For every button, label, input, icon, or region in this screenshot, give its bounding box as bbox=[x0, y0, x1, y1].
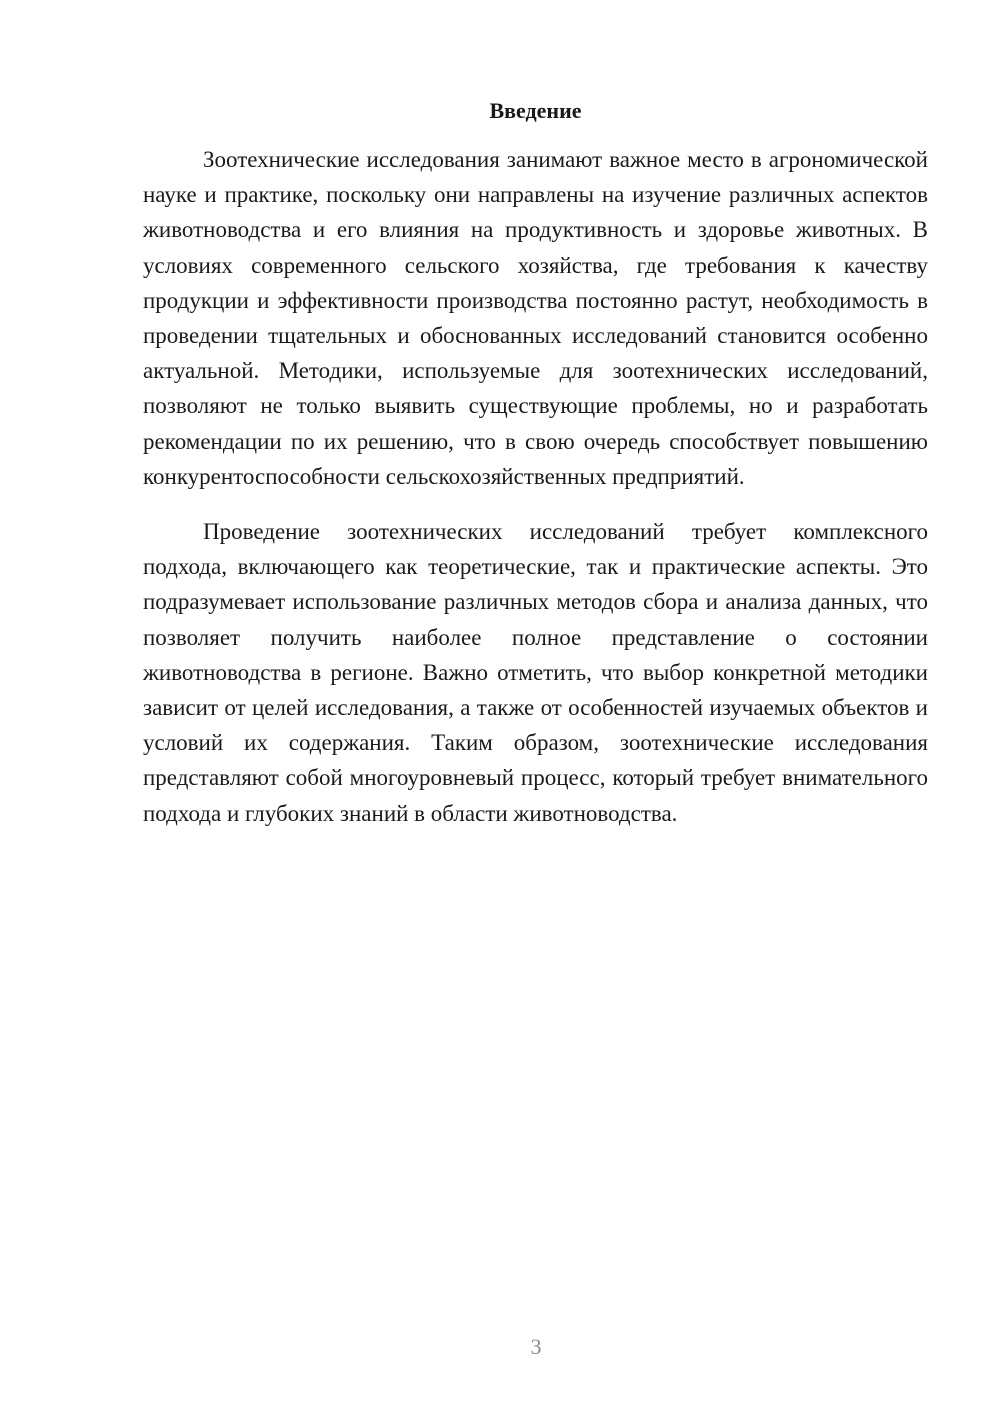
paragraph-1: Зоотехнические исследования занимают важное место в агрономической науке и практике, поскольку они направлены на изучение различных аспектов животноводства и его влияния на продуктивность и здоровье животных. В условиях современного сельского хозяйства, где требования к качеству продукции и эффективности производства постоянно растут, необходимость в проведении тщательных и обоснованных исследований становится особенно актуальной. Методики, используемые для зоотехнических исследований, позволяют не только выявить существующие проблемы, но и разработать рекомендации по их решению, что в свою очередь способствует повышению конкурентоспособности сельскохозяйственных предприятий. bbox=[143, 147, 928, 489]
paragraph-2: Проведение зоотехнических исследований требует комплексного подхода, включающего как теоретические, так и практические аспекты. Это подразумевает использование различных методов сбора и анализа данных, что позволяет получить наиболее полное представление о состоянии животноводства в регионе. Важно отметить, что выбор конкретной методики зависит от целей исследования, а также от особенностей изучаемых объектов и условий их содержания. Таким образом, зоотехнические исследования представляют собой многоуровневый процесс, который требует внимательного подхода и глубоких знаний в области животноводства. bbox=[143, 519, 928, 826]
section-heading: Введение bbox=[489, 98, 582, 123]
page-number: 3 bbox=[530, 1334, 542, 1359]
page-content bbox=[143, 96, 928, 831]
